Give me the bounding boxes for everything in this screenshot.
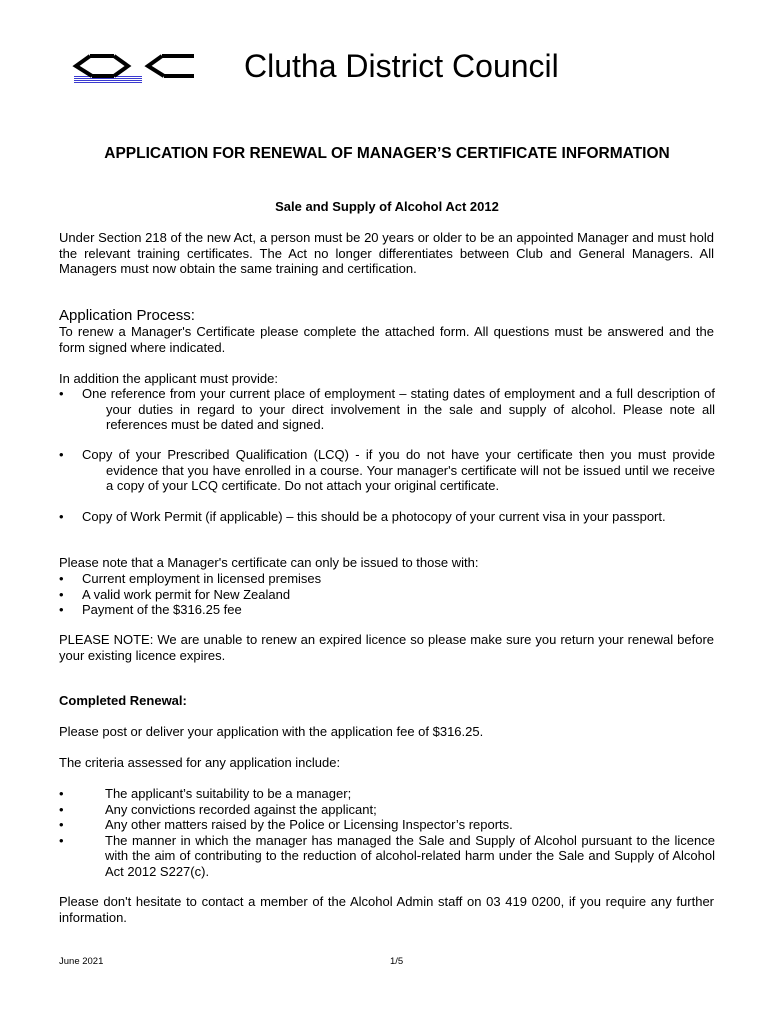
provide-intro: In addition the applicant must provide:	[59, 371, 278, 386]
note-list	[59, 571, 715, 618]
provide-list	[59, 386, 715, 433]
list-item: • The applicant’s suitability to be a manager;	[59, 786, 352, 801]
bullet: •	[59, 832, 64, 848]
bullet: •	[59, 586, 64, 602]
list-item: • A valid work permit for New Zealand	[59, 586, 291, 602]
list-item: • Payment of the $316.25 fee	[59, 602, 242, 618]
bullet: •	[59, 786, 64, 801]
bullet: •	[59, 447, 64, 462]
footer-date: June 2021	[59, 956, 104, 967]
list-item: • Copy of Work Permit (if applicable) – this should be a photocopy of your current visa in your passport.	[59, 509, 666, 524]
bullet: •	[59, 571, 64, 586]
post-paragraph: Please post or deliver your application with the application fee of $316.25.	[59, 724, 484, 739]
cdc-logo-icon	[70, 52, 198, 86]
note-intro: Please note that a Manager's certificate can only be issued to those with:	[59, 555, 479, 570]
document-title: APPLICATION FOR RENEWAL OF MANAGER’S CERTIFICATE INFORMATION	[104, 145, 670, 162]
bullet: •	[59, 509, 64, 524]
bullet: •	[59, 817, 64, 833]
process-heading: Application Process:	[59, 307, 195, 324]
footer-page-number: 1/5	[390, 956, 404, 967]
list-item: • Current employment in licensed premises	[59, 571, 322, 586]
criteria-list	[59, 786, 715, 880]
criteria-intro: The criteria assessed for any application include:	[59, 755, 341, 770]
process-paragraph: To renew a Manager's Certificate please complete the attached form. All questions must be answered and the form signed where indicated.	[59, 324, 714, 355]
list-item: • Copy of your Prescribed Qualification (LCQ) - if you do not have your certificate then you must provide evidence that you have enrolled in a course. Your manager's certificate will not be issued until we receive a copy of your LCQ certificate. Do not attach your original certificate.	[59, 447, 715, 494]
list-item: • The manner in which the manager has managed the Sale and Supply of Alcohol pursuant to the licence with the aim of contributing to the reduction of alcohol-related harm under the Sale and Supply of Alcohol Act 2012 S227(c).	[59, 832, 715, 879]
provide-list	[59, 447, 715, 494]
list-item: • One reference from your current place of employment – stating dates of employment and a full description of your duties in regard to your direct involvement in the sale and supply of alcohol. Please note all references must be dated and signed.	[59, 386, 715, 433]
list-item: • Any convictions recorded against the applicant;	[59, 801, 377, 817]
expiry-note: PLEASE NOTE: We are unable to renew an expired licence so please make sure you return your renewal before your existing licence expires.	[59, 632, 714, 663]
intro-paragraph: Under Section 218 of the new Act, a person must be 20 years or older to be an appointed Manager and must hold the relevant training certificates. The Act no longer differentiates between Club and General Managers. All Managers must now obtain the same training and certification.	[59, 230, 714, 277]
provide-list	[59, 509, 715, 525]
completed-heading: Completed Renewal:	[59, 693, 187, 708]
bullet: •	[59, 602, 64, 618]
bullet: •	[59, 801, 64, 817]
document-subtitle: Sale and Supply of Alcohol Act 2012	[275, 199, 499, 214]
list-item: • Any other matters raised by the Police or Licensing Inspector’s reports.	[59, 817, 513, 833]
organisation-name: Clutha District Council	[244, 48, 559, 84]
bullet: •	[59, 386, 64, 401]
contact-paragraph: Please don't hesitate to contact a member of the Alcohol Admin staff on 03 419 0200, if you require any further information.	[59, 894, 714, 925]
